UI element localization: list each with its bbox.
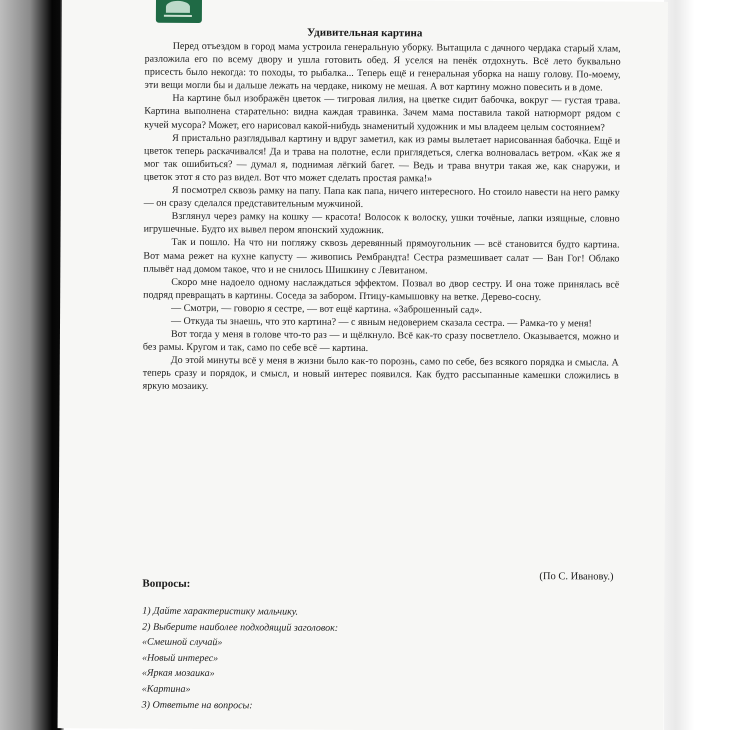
- author-attribution: (По С. Иванову.): [539, 571, 614, 583]
- story-text: [143, 40, 621, 396]
- title-option: «Новый интерес»: [141, 652, 219, 664]
- paragraph: Я пристально разглядывал картину и вдруг заметил, как из рамы вылетает нарисованная бабочка. Ещё и цветок теперь раскачивался! Да и трава на полотне, если приглядеться, слегка волновалась ветром. «Как же я мог так ошибиться? — думал я, поднимая лёгкий багет. — Ведь и трава внутри такая же, как снаружи, и цветок этот я сто раз видел. Вот что может сделать простая рамка!»: [143, 132, 621, 185]
- document-title: Удивительная картина: [307, 26, 423, 40]
- paragraph: Так и пошло. На что ни погляжу сквозь деревянный прямоугольник — всё становится будто картина. Вот мама режет на кухне капусту — живопись Рембрандта! Сестра размешивает салат — Ван Гог! Облако плывёт над домом такое, что и не снилось Шишкину с Левитаном.: [143, 237, 620, 276]
- title-option: «Смешной случай»: [142, 636, 223, 649]
- paragraph: Вот тогда у меня в голове что-то раз — и щёлкнуло. Всё как-то сразу посветлело. Оказывается, можно и без рамы. Кругом и так, само по себе всё — картина.: [142, 328, 619, 355]
- title-option: «Яркая мозаика»: [141, 668, 215, 680]
- logo-emblem: [166, 1, 190, 13]
- dialog-line: — Смотри, — говорю я сестре, — вот ещё картина. «Заброшенный сад».: [171, 302, 483, 316]
- paragraph: Перед отъездом в город мама устроила генеральную уборку. Вытащила с дачного чердака старый хлам, разложила его по всему двору и ушла готовить обед. Я уселся на пенёк отдохнуть. Всё лето буквально присесть было некогда: то походы, то рыбалка... Теперь ещё и генеральная уборка на нашу голову. По-моему, эти вещи могли бы и дальше лежать на чердаке, никому не мешая. А вот картину можно повесить и в доме.: [144, 40, 621, 94]
- publisher-logo-icon: [156, 0, 202, 23]
- question-item: 2) Выберите наиболее подходящий заголовок:: [142, 621, 339, 634]
- paragraph: Я посмотрел сквозь рамку на папу. Папа как папа, ничего интересного. Но стоило навести на него рамку — он сразу сделался представительным мужчиной.: [143, 184, 620, 211]
- question-item: 3) Ответьте на вопросы:: [141, 699, 253, 711]
- questions-heading: Вопросы:: [142, 577, 191, 590]
- paragraph: Скоро мне надоело одному наслаждаться эффектом. Позвал во двор сестру. И она тоже принялась всё подряд превращать в картины. Соседа за забором. Птицу-камышовку на ветке. Дерево-сосну.: [143, 276, 620, 303]
- left-shadow-edge: [0, 0, 64, 730]
- questions-list: [142, 604, 563, 716]
- paragraph: На картине был изображён цветок — тигровая лилия, на цветке сидит бабочка, вокруг — густая трава. Картина выполнена старательно: видна каждая травинка. Зачем мама поставила такой натюрморт рядом с кучей мусора? Может, его нарисовал какой-нибудь знаменитый художник и мы владеем целым состоянием?: [144, 93, 621, 134]
- paragraph: До этой минуты всё у меня в жизни было как-то порознь, само по себе, без всякого порядка и смысла. А теперь сразу и порядок, и смысл, и новый интерес появился. Как будто рассыпанные камешки сложились в яркую мозаику.: [142, 355, 619, 393]
- document-page: [58, 0, 668, 730]
- paragraph: Взглянул через рамку на кошку — красота! Волосок к волоску, ушки точёные, лапки изящные, словно игрушечные. Будто их вывел пером японский художник.: [143, 211, 620, 237]
- question-item: 1) Дайте характеристику мальчику.: [142, 605, 299, 618]
- title-option: «Картина»: [141, 683, 191, 695]
- right-background: [664, 0, 750, 730]
- dialog-line: — Откуда ты знаешь, что это картина? — с явным недоверием сказала сестра. — Рамка-то у меня!: [171, 315, 592, 330]
- logo-underline: [164, 15, 192, 17]
